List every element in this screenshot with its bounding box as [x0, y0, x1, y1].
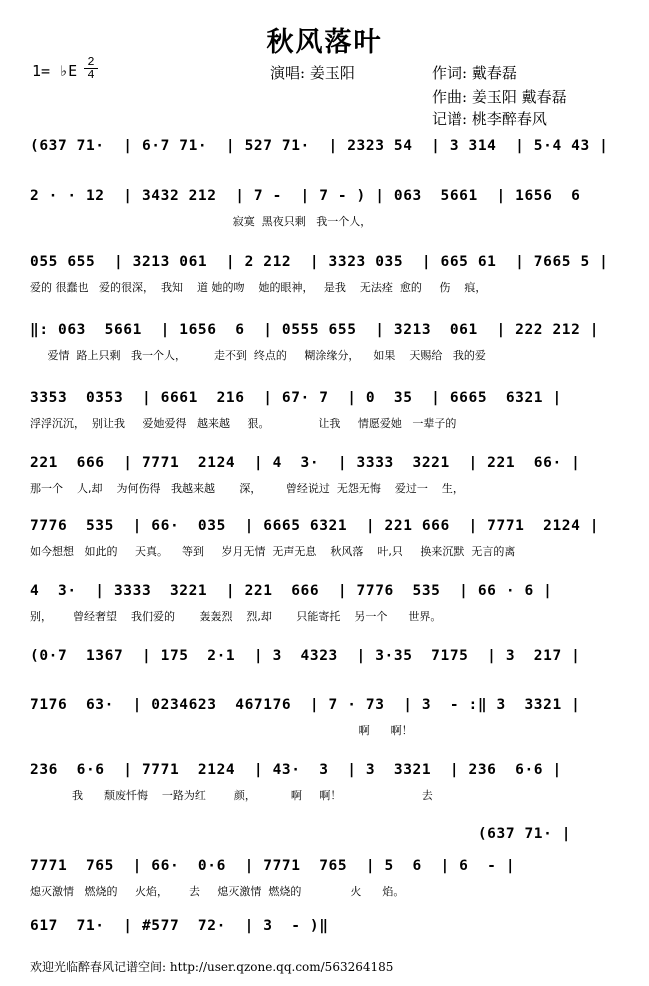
notation-line: 7176 63· | 0234623 467176 | 7 · 73 | 3 - :‖ 3 3321 | [30, 697, 581, 713]
song-title: 秋风落叶 [266, 27, 383, 58]
composer-credit: 作曲: 姜玉阳 戴春磊 [432, 88, 567, 106]
notation-line: (637 71· | [30, 826, 572, 842]
notation-line: 617 71· | #577 72· | 3 - )‖ [30, 918, 329, 934]
singer-credit: 演唱: 姜玉阳 [270, 64, 355, 82]
notation-line: 236 6·6 | 7771 2124 | 43· 3 | 3 3321 | 236 6·6 | [30, 762, 562, 778]
lyric-line: 爱情 路上只剩 我一个人， 走不到 终点的 糊涂缘分， 如果 天赐给 我的爱 [30, 349, 486, 362]
transcriber-credit: 记谱: 桃李醉春风 [432, 110, 547, 128]
lyric-line: 别， 曾经奢望 我们爱的 轰轰烈 烈,却 只能寄托 另一个 世界。 [30, 610, 442, 623]
notation-line: 4 3· | 3333 3221 | 221 666 | 7776 535 | 66 · 6 | [30, 583, 553, 599]
lyric-line: 啊 啊！ [30, 724, 413, 737]
notation-line: ‖: 063 5661 | 1656 6 | 0555 655 | 3213 061 | 222 212 | [30, 322, 600, 338]
notation-line: 221 666 | 7771 2124 | 4 3· | 3333 3221 | 221 66· | [30, 455, 581, 471]
notation-line: 7776 535 | 66· 035 | 6665 6321 | 221 666 | 7771 2124 | [30, 518, 600, 534]
footer-url: 欢迎光临醉春风记谱空间: http://user.qzone.qq.com/563264185 [30, 960, 394, 974]
lyric-line: 浮浮沉沉， 别让我 爱她爱得 越来越 狠。 让我 情愿爱她 一辈子的 [30, 417, 457, 430]
lyric-line: 那一个 人,却 为何伤得 我越来越 深， 曾经说过 无怨无悔 爱过一 生， [30, 482, 464, 495]
notation-line: 055 655 | 3213 061 | 2 212 | 3323 035 | 665 61 | 7665 5 | [30, 254, 609, 270]
notation-line: (0·7 1367 | 175 2·1 | 3 4323 | 3·35 7175 | 3 217 | [30, 648, 581, 664]
lyric-line: 我 颓废忏悔 一路为红 颜， 啊 啊！ 去 [30, 789, 433, 802]
lyricist-credit: 作词: 戴春磊 [432, 64, 517, 82]
notation-line: 3353 0353 | 6661 216 | 67· 7 | 0 35 | 6665 6321 | [30, 390, 562, 406]
time-signature-bottom: 4 [87, 68, 95, 82]
notation-line: (637 71· | 6·7 71· | 527 71· | 2323 54 | 3 314 | 5·4 43 | [30, 138, 609, 154]
time-signature [84, 56, 98, 81]
lyric-line: 爱的 很蠢也 爱的很深， 我知 道 她的吻 她的眼神， 是我 无法痊 愈的 伤 痕， [30, 281, 487, 294]
notation-line: 2 · · 12 | 3432 212 | 7 - | 7 - ) | 063 5661 | 1656 6 [30, 188, 581, 204]
time-signature-top: 2 [84, 56, 98, 69]
key-signature: 1= ♭E [32, 62, 78, 80]
notation-line: 7771 765 | 66· 0·6 | 7771 765 | 5 6 | 6 - | [30, 858, 516, 874]
lyric-line: 寂寞 黑夜只剩 我一个人， [30, 215, 372, 228]
lyric-line: 熄灭激情 燃烧的 火焰， 去 熄灭激情 燃烧的 火 焰。 [30, 885, 405, 898]
lyric-line: 如今想想 如此的 天真。 等到 岁月无情 无声无息 秋风落 叶,只 换来沉默 无言的离 [30, 545, 516, 558]
